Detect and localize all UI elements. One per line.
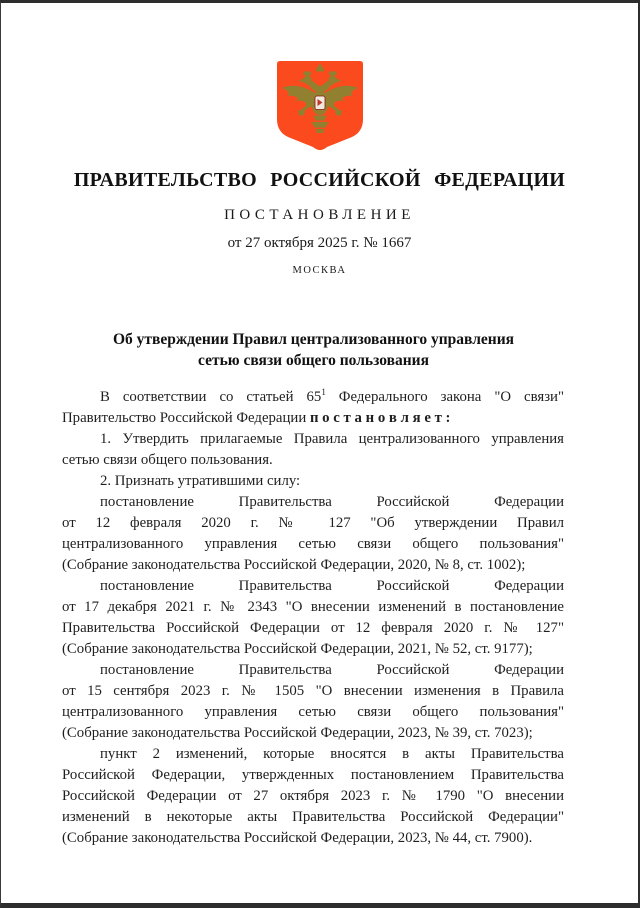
body-text: постановление Правительства Российской Федерации [100, 662, 564, 678]
body-text-sup: 1 [321, 387, 326, 398]
body-text: изменений в некоторые акты Правительства Российской Федерации" [62, 809, 564, 825]
body-text: Правительство Российской Федерации [62, 410, 310, 426]
document-date-number: от 27 октября 2025 г. № 1667 [227, 235, 412, 251]
body-line [62, 723, 564, 744]
document-title [63, 329, 564, 371]
body-text: Российской Федерации, утвержденных постановлением Правительства [62, 767, 564, 783]
body-line [62, 639, 564, 660]
government-header: ПРАВИТЕЛЬСТВО РОССИЙСКОЙ ФЕДЕРАЦИИ [73, 169, 566, 191]
body-text: централизованного управления сетью связи общего пользования" [62, 704, 564, 720]
body-line [62, 660, 564, 681]
body-line [62, 534, 564, 555]
body-line [62, 681, 564, 702]
body-line [62, 408, 564, 429]
body-text: от 12 февраля 2020 г. № 127 "Об утверждении Правил [62, 515, 564, 531]
body-text: 1. Утвердить прилагаемые Правила централизованного управления [100, 431, 564, 447]
document-type: ПОСТАНОВЛЕНИЕ [224, 207, 415, 223]
body-line [62, 513, 564, 534]
body-line [62, 807, 564, 828]
body-line [62, 555, 564, 576]
body-line [62, 702, 564, 723]
body-line [62, 765, 564, 786]
body-line [62, 828, 564, 849]
body-text: постановление Правительства Российской Федерации [100, 494, 564, 510]
body-text: Российской Федерации от 27 октября 2023 г. № 1790 "О внесении [62, 788, 564, 804]
body-text: Правительства Российской Федерации от 12 февраля 2020 г. № 127" [62, 620, 564, 636]
body-text: сетью связи общего пользования. [62, 452, 273, 468]
body-line [62, 492, 564, 513]
coat-of-arms-svg [275, 59, 365, 153]
body-text: от 15 сентября 2023 г. № 1505 "О внесении изменения в Правила [62, 683, 564, 699]
body-line [62, 576, 564, 597]
body-line [62, 744, 564, 765]
document-title-line2: сетью связи общего пользования [198, 352, 429, 369]
document-title-line1: Об утверждении Правил централизованного управления [112, 331, 515, 348]
body-text: централизованного управления сетью связи общего пользования" [62, 536, 564, 552]
body-line [62, 618, 564, 639]
document-body [62, 387, 564, 849]
body-text: (Собрание законодательства Российской Федерации, 2023, № 39, ст. 7023); [62, 725, 533, 741]
body-text: Федерального закона "О связи" [325, 389, 564, 405]
document-city: МОСКВА [292, 265, 347, 276]
body-text: постановление Правительства Российской Федерации [100, 578, 564, 594]
body-line [62, 450, 564, 471]
body-line [62, 471, 564, 492]
body-text: (Собрание законодательства Российской Федерации, 2021, № 52, ст. 9177); [62, 641, 533, 657]
body-text: (Собрание законодательства Российской Федерации, 2023, № 44, ст. 7900). [62, 830, 533, 846]
body-text: 2. Признать утратившими силу: [100, 473, 301, 489]
body-text: В соответствии со статьей 65 [100, 389, 322, 405]
body-line [62, 387, 564, 408]
russian-coat-of-arms-icon [275, 59, 365, 158]
body-text: от 17 декабря 2021 г. № 2343 "О внесении изменений в постановление [62, 599, 564, 615]
body-line [62, 597, 564, 618]
body-line [62, 429, 564, 450]
body-text-bold: п о с т а н о в л я е т : [309, 410, 451, 426]
body-text: пункт 2 изменений, которые вносятся в акты Правительства [100, 746, 564, 762]
body-line [62, 786, 564, 807]
body-text: (Собрание законодательства Российской Федерации, 2020, № 8, ст. 1002); [62, 557, 526, 573]
